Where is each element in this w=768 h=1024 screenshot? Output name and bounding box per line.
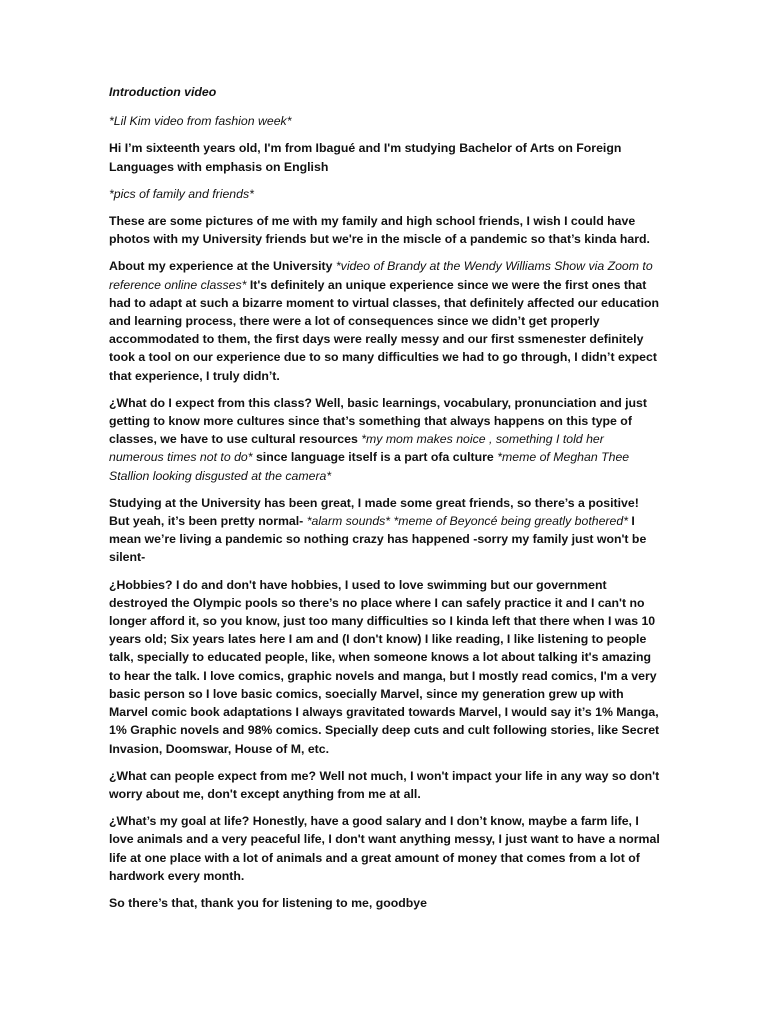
video-cue-pics: *pics of family and friends* bbox=[109, 186, 254, 201]
video-cue-alarm: *alarm sounds* bbox=[306, 514, 391, 529]
paragraph-text: I mean we’re living a pandemic so nothing crazy has happened - bbox=[109, 514, 635, 547]
video-cue-beyonce-meme: *meme of Beyoncé being greatly bothered* bbox=[393, 514, 628, 529]
video-cue-mom-noise: *my mom makes noice , something I told her numerous times not to do* bbox=[109, 432, 604, 465]
paragraph-studying bbox=[109, 494, 661, 567]
paragraph-text: ¿What do I expect from this class? Well, basic learnings, vocabulary, pronunciation and just getting to know more cultures since that’s something that always happens on this type of classes, we have to use cultural resources bbox=[109, 395, 647, 447]
video-cue-brandy: *video of Brandy at the Wendy Williams Show via Zoom to reference online classes* bbox=[109, 259, 653, 292]
paragraph-text: Studying at the University has been great, I made some great friends, so there’s a positive! But yeah, it’s been pretty normal- bbox=[109, 495, 639, 529]
paragraph-class-expectations bbox=[109, 394, 661, 485]
paragraph-life-goal: ¿What’s my goal at life? Honestly, have a good salary and I don’t know, maybe a farm life, I love animals and a very peaceful life, I don't want anything messy, I just want to have a normal life at one place with a lot of animals and a great amount of money that comes from a lot of hardwork every month. bbox=[109, 814, 660, 883]
document-title: Introduction video bbox=[109, 85, 217, 99]
paragraph-text: since language itself is a part ofa culture bbox=[252, 450, 498, 465]
paragraph-text: It's definitely an unique experience since we were the first ones that had to adapt at such a bizarre moment to virtual classes, that definitely affected our education and learning process, there were a lot of consequences since we didn’t get properly accommodated to them, the first days were really messy and our first ssmenester definitely took a tool on our experience due to so many difficulties we had to go through, I didn’t expect that experience, I truly didn’t. bbox=[109, 277, 660, 383]
video-cue-meghan-meme: *meme of Meghan Thee Stallion looking disgusted at the camera* bbox=[109, 450, 630, 483]
document-page bbox=[109, 83, 661, 921]
paragraph-hobbies: ¿Hobbies? I do and don't have hobbies, I used to love swimming but our government destroyed the Olympic pools so there’s no place where I can safely practice it and I can't no longer afford it, so you know, just too many difficulties so I kinda left that there when I was 10 years old; Six years lates here I am and (I don't know) I like reading, I like listening to people talk, specially to educated people, like, when someone knows a lot about talking it's amazing to hear the talk. I love comics, graphic novels and manga, but I mostly read comics, I'm a very basic person so I love basic comics, soecially Marvel, since my generation grew up with Marvel comic book adaptations I always gravitated towards Marvel, I would say it’s 1% Manga, 1% Graphic novels and 98% comics. Specially deep cuts and cult following stories, like Secret Invasion, Doomswar, House of M, etc. bbox=[109, 577, 660, 756]
paragraph-goodbye: So there’s that, thank you for listening to me, goodbye bbox=[109, 895, 427, 910]
paragraph-intro: Hi I’m sixteenth years old, I'm from Ibagué and I'm studying Bachelor of Arts on Foreign Languages with emphasis on English bbox=[109, 141, 622, 174]
video-cue-lil-kim: *Lil Kim video from fashion week* bbox=[109, 114, 292, 129]
paragraph-text: About my experience at the University bbox=[109, 259, 336, 274]
paragraph-university-experience bbox=[109, 257, 661, 384]
paragraph-emphasis: sorry my family just won't be silent- bbox=[109, 532, 647, 565]
paragraph-expect-from-me: ¿What can people expect from me? Well not much, I won't impact your life in any way so don't worry about me, don't except anything from me at all. bbox=[109, 768, 660, 801]
paragraph-pictures: These are some pictures of me with my family and high school friends, I wish I could have photos with my University friends but we're in the miscle of a pandemic so that’s kinda hard. bbox=[109, 214, 650, 247]
